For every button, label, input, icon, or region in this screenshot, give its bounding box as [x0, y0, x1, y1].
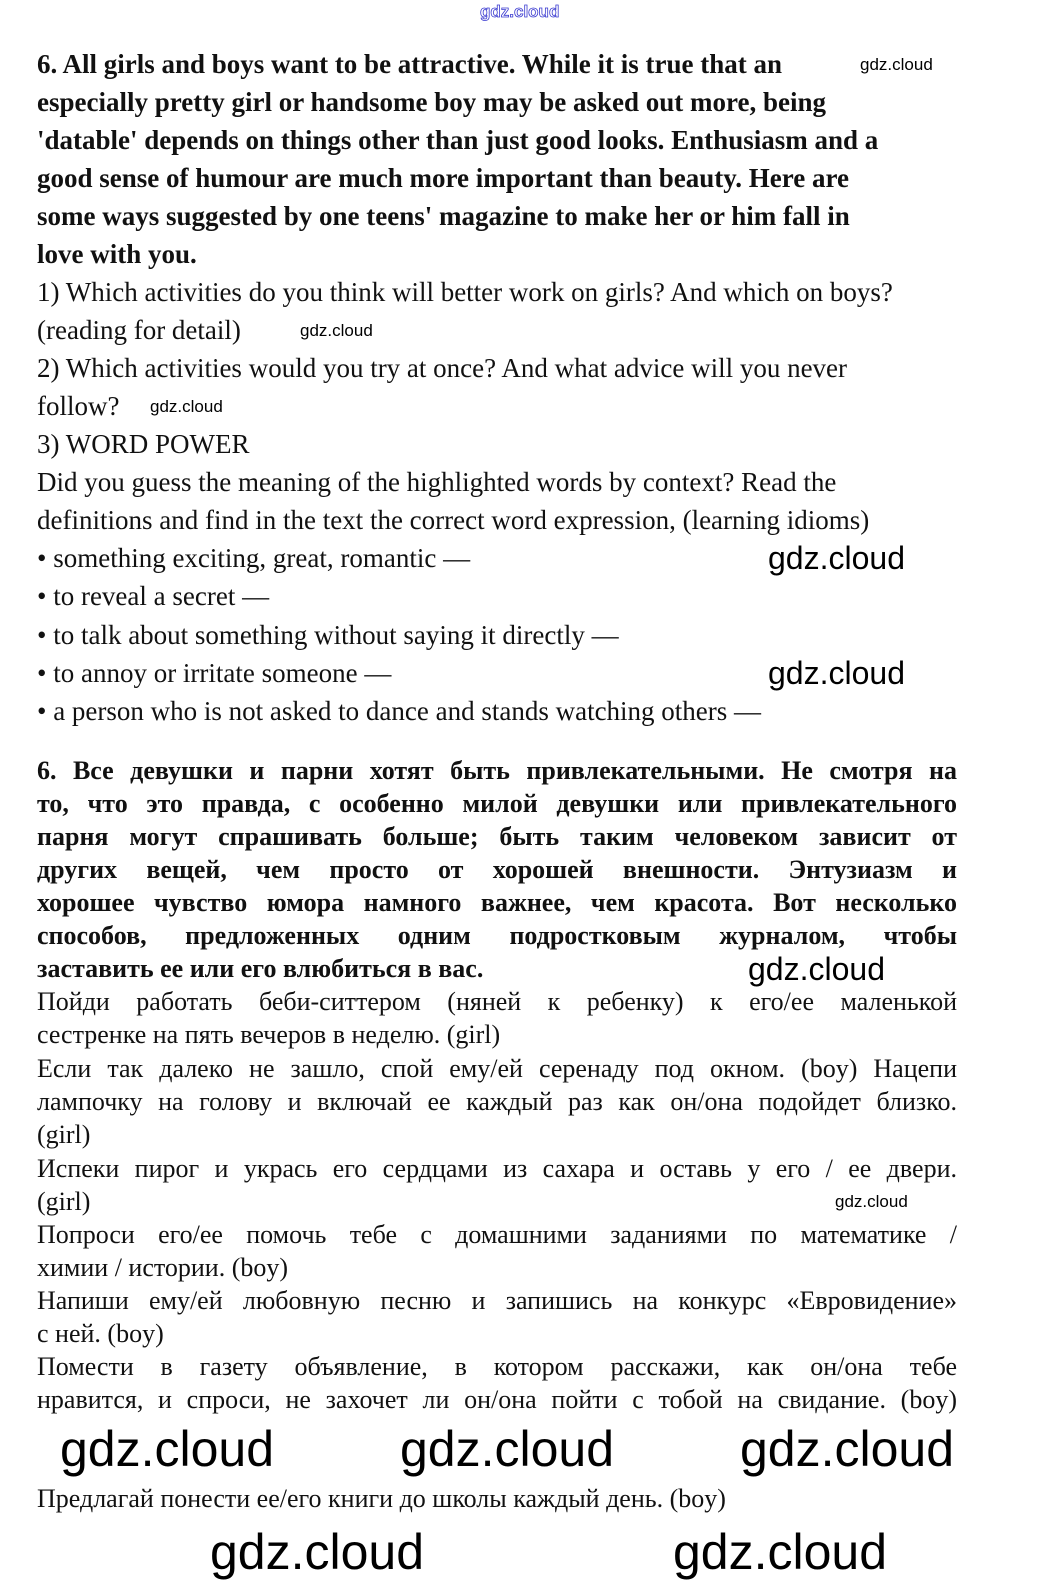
watermark: gdz.cloud: [673, 1524, 888, 1580]
russian-heading-line: хорошее чувство юмора намного важнее, чем красота. Вот несколько: [37, 888, 957, 917]
english-heading-line: good sense of humour are much more important than beauty. Here are: [37, 163, 849, 193]
watermark: gdz.cloud: [400, 1421, 615, 1477]
watermark: gdz.cloud: [300, 321, 373, 340]
english-heading-line: love with you.: [37, 239, 197, 269]
russian-body-line: Предлагай понести ее/его книги до школы каждый день. (boy): [37, 1484, 726, 1513]
russian-body-line: с ней. (boy): [37, 1319, 164, 1348]
english-body-line: definitions and find in the text the correct word expression, (learning idioms): [37, 505, 870, 535]
watermark: gdz.cloud: [768, 655, 905, 691]
english-body-line: • to annoy or irritate someone —: [37, 658, 392, 688]
english-body-line: 1) Which activities do you think will better work on girls? And which on boys?: [37, 277, 893, 307]
english-body-line: 2) Which activities would you try at once? And what advice will you never: [37, 353, 848, 383]
russian-heading-line: то, что это правда, с особенно милой девушки или привлекательного: [37, 789, 957, 818]
english-body-line: • something exciting, great, romantic —: [37, 543, 471, 573]
watermark: gdz.cloud: [835, 1192, 908, 1211]
watermark: gdz.cloud: [150, 397, 223, 416]
watermark: gdz.cloud: [748, 951, 885, 987]
russian-heading-line: других вещей, чем просто от хорошей внешности. Энтузиазм и: [37, 855, 957, 884]
russian-body-line: (girl): [37, 1187, 91, 1216]
english-heading-line: 'datable' depends on things other than just good looks. Enthusiasm and a: [37, 125, 879, 155]
english-body-line: (reading for detail): [37, 315, 241, 345]
russian-body-line: сестренке на пять вечеров в неделю. (girl): [37, 1020, 501, 1049]
english-body-line: Did you guess the meaning of the highlighted words by context? Read the: [37, 467, 837, 497]
english-heading-line: some ways suggested by one teens' magazine to make her or him fall in: [37, 201, 850, 231]
english-heading-line: 6. All girls and boys want to be attractive. While it is true that an: [37, 49, 782, 79]
watermark: gdz.cloud: [768, 540, 905, 576]
russian-heading-line: парня могут спрашивать больше; быть таким человеком зависит от: [37, 822, 957, 851]
watermark: gdz.cloud: [740, 1421, 955, 1477]
russian-body-line: Пойди работать беби-ситтером (няней к ребенку) к его/ее маленькой: [37, 987, 957, 1016]
russian-heading-line: способов, предложенных одним подростковым журналом, чтобы: [37, 921, 957, 950]
watermark: gdz.cloud: [60, 1421, 275, 1477]
russian-body-line: лампочку на голову и включай ее каждый раз как он/она подойдет близко.: [37, 1087, 957, 1116]
russian-body-line: (girl): [37, 1120, 91, 1149]
russian-body-line: Напиши ему/ей любовную песню и запишись на конкурс «Евровидение»: [37, 1286, 957, 1315]
watermark: gdz.cloud: [480, 2, 560, 21]
english-body-line: 3) WORD POWER: [37, 429, 250, 459]
english-body-line: • to talk about something without saying it directly —: [37, 620, 619, 650]
english-body-line: • a person who is not asked to dance and stands watching others —: [37, 696, 762, 726]
watermark: gdz.cloud: [210, 1524, 425, 1580]
russian-heading-line: 6. Все девушки и парни хотят быть привлекательными. Не смотря на: [37, 756, 957, 785]
russian-body-line: Попроси его/ее помочь тебе с домашними заданиями по математике /: [37, 1220, 957, 1249]
russian-body-line: Помести в газету объявление, в котором расскажи, как он/она тебе: [37, 1352, 957, 1381]
english-body-line: follow?: [37, 391, 120, 421]
russian-body-line: Испеки пирог и укрась его сердцами из сахара и оставь у его / ее двери.: [37, 1154, 957, 1183]
watermark: gdz.cloud: [860, 55, 933, 74]
russian-body-line: Если так далеко не зашло, спой ему/ей серенаду под окном. (boy) Нацепи: [37, 1054, 957, 1083]
russian-body-line: нравится, и спроси, не захочет ли он/она пойти с тобой на свидание. (boy): [37, 1385, 957, 1414]
russian-body-line: химии / истории. (boy): [37, 1253, 289, 1282]
english-heading-line: especially pretty girl or handsome boy may be asked out more, being: [37, 87, 826, 117]
russian-heading-line: заставить ее или его влюбиться в вас.: [37, 954, 484, 983]
english-body-line: • to reveal a secret —: [37, 581, 270, 611]
